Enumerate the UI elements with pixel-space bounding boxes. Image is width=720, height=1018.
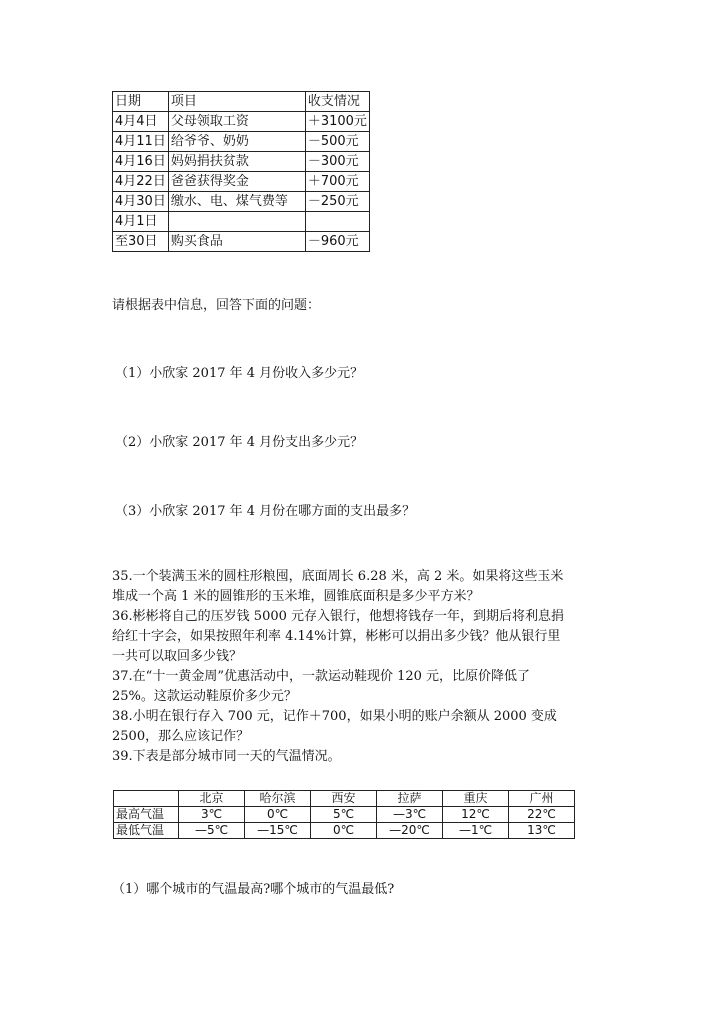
cell-amount: －250元 [305,192,369,212]
header-date: 日期 [113,92,169,112]
problem-line: 给红十字会，如果按照年利率 4.14%计算，彬彬可以捐出多少钱？他从银行里 [112,629,561,644]
cell-date: 4月1日 [113,212,169,232]
table-row [113,172,370,192]
question-3: （3）小欣家 2017 年 4 月份在哪方面的支出最多？ [115,504,416,519]
problem-line: 2500，那么应该记作？ [112,729,250,744]
problem-line: 39.下表是部分城市同一天的气温情况。 [112,749,341,764]
cell-amount: ＋3100元 [305,112,369,132]
temp-cell: —20℃ [377,823,443,839]
problem-line: 堆成一个高 1 米的圆锥形的玉米堆，圆锥底面积是多少平方米？ [112,589,480,604]
header-item: 项目 [168,92,305,112]
table-row [113,192,370,212]
question-1: （1）小欣家 2017 年 4 月份收入多少元？ [115,366,364,381]
temp-cell: —1℃ [443,823,509,839]
corner-cell [114,791,179,807]
city-header: 重庆 [443,791,509,807]
temp-cell: —15℃ [245,823,311,839]
city-header: 西安 [311,791,377,807]
cell-date: 4月11日 [113,132,169,152]
cell-amount: －500元 [305,132,369,152]
city-header: 哈尔滨 [245,791,311,807]
cell-date: 4月4日 [113,112,169,132]
temp-cell: 12℃ [443,807,509,823]
cell-item: 缴水、电、煤气费等 [168,192,305,212]
table-row [114,823,575,839]
cell-item: 购买食品 [168,232,305,252]
temp-cell: 13℃ [509,823,575,839]
table-row [113,112,370,132]
header-amount: 收支情况 [305,92,369,112]
cell-item: 父母领取工资 [168,112,305,132]
problem-line: 一共可以取回多少钱？ [112,649,243,664]
question-2: （2）小欣家 2017 年 4 月份支出多少元？ [115,435,364,450]
city-header: 拉萨 [377,791,443,807]
temp-cell: 22℃ [509,807,575,823]
temp-cell: 3℃ [179,807,245,823]
row-label-low: 最低气温 [114,823,179,839]
table-row [113,212,370,232]
table-row [113,232,370,252]
row-label-high: 最高气温 [114,807,179,823]
cell-item: 爸爸获得奖金 [168,172,305,192]
temp-cell: —3℃ [377,807,443,823]
city-header: 北京 [179,791,245,807]
problem-line: 25%。这款运动鞋原价多少元？ [112,689,297,704]
income-expense-table [112,91,370,252]
cell-item: 给爷爷、奶奶 [168,132,305,152]
temp-cell: 5℃ [311,807,377,823]
problem-line: 36.彬彬将自己的压岁钱 5000 元存入银行，他想将钱存一年，到期后将利息捐 [112,609,565,624]
cell-amount: －300元 [305,152,369,172]
cell-date: 4月16日 [113,152,169,172]
table-row [114,807,575,823]
city-header: 广州 [509,791,575,807]
cell-amount: ＋700元 [305,172,369,192]
temp-cell: —5℃ [179,823,245,839]
cell-date: 至30日 [113,232,169,252]
table-row [113,152,370,172]
table-header-row [113,92,370,112]
cell-date: 4月30日 [113,192,169,212]
temperature-table [113,790,575,839]
temp-cell: 0℃ [245,807,311,823]
problem-line: 35.一个装满玉米的圆柱形粮囤，底面周长 6.28 米，高 2 米。如果将这些玉米 [112,569,564,584]
cell-amount [305,212,369,232]
cell-item: 妈妈捐扶贫款 [168,152,305,172]
cell-date: 4月22日 [113,172,169,192]
cell-amount: －960元 [305,232,369,252]
temp-cell: 0℃ [311,823,377,839]
problem-line: 38.小明在银行存入 700 元，记作＋700，如果小明的账户余额从 2000 变成 [112,709,557,724]
problem-line: 37.在“十一黄金周”优惠活动中，一款运动鞋现价 120 元，比原价降低了 [112,669,531,684]
table-header-row [114,791,575,807]
final-question: （1）哪个城市的气温最高?哪个城市的气温最低? [112,882,395,897]
cell-item [168,212,305,232]
table-row [113,132,370,152]
intro-text: 请根据表中信息，回答下面的问题： [112,298,321,313]
